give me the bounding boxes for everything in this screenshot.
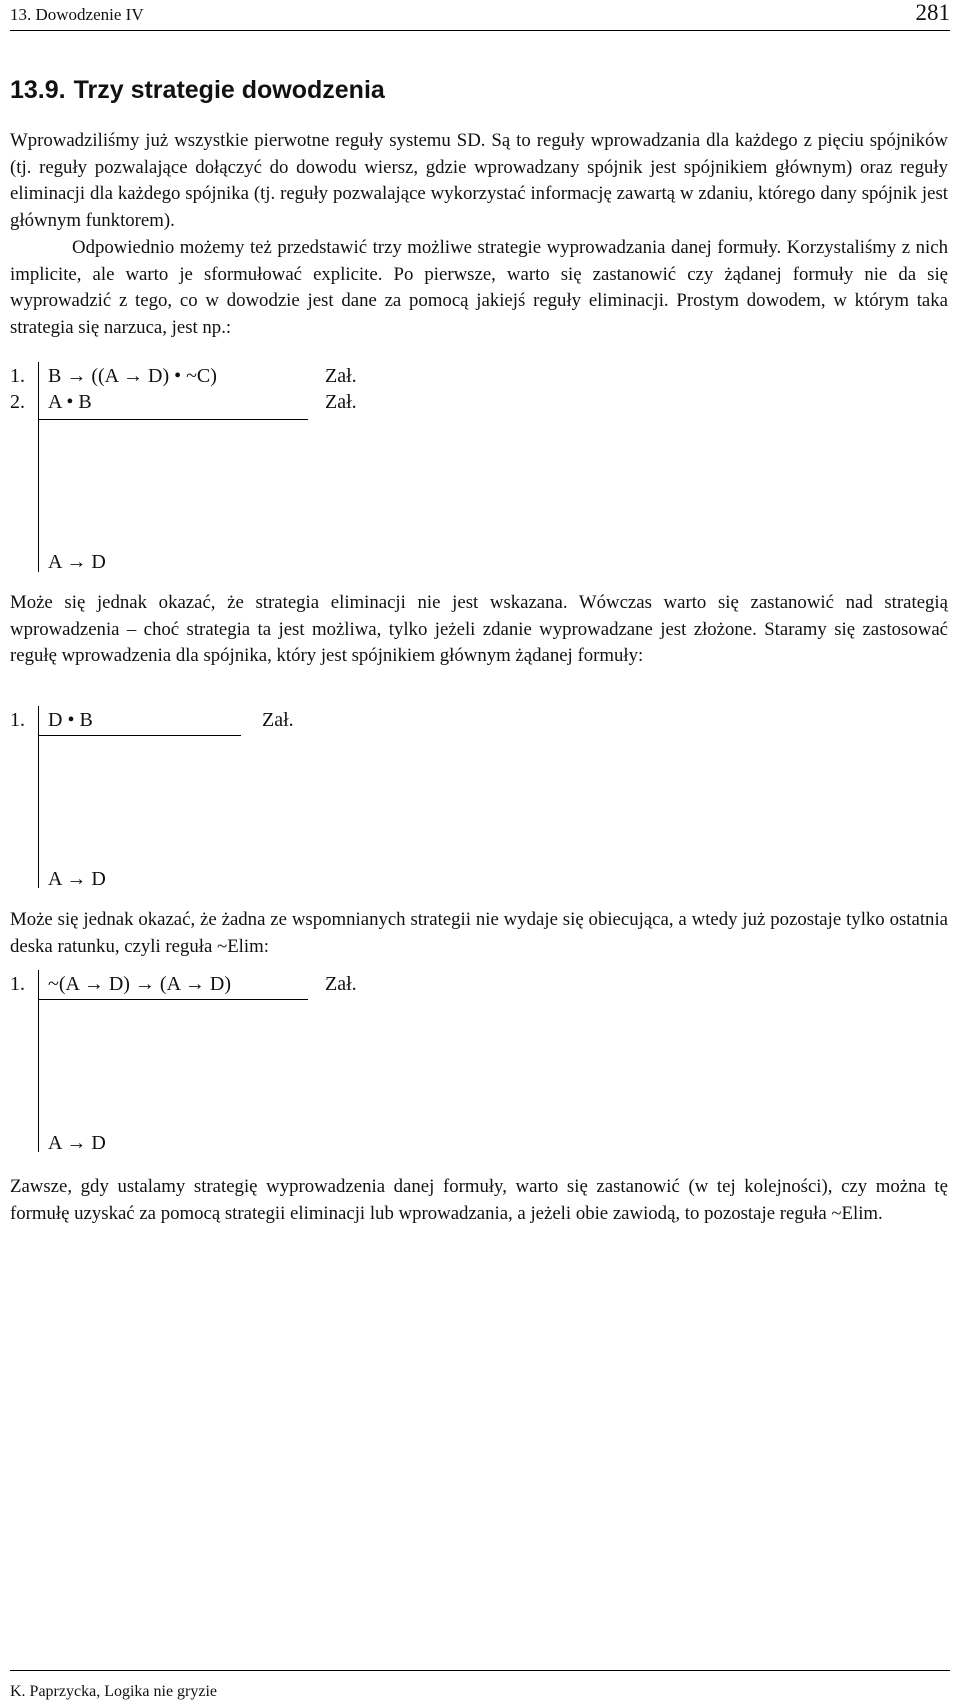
chapter-title: 13. Dowodzenie IV bbox=[10, 5, 144, 24]
paragraph-intro: Wprowadziliśmy już wszystkie pierwotne reguły systemu SD. Są to reguły wprowadzania dla każdego z pięciu spójników (tj. reguły pozwalające dołączyć do dowodu wiersz, gdzie wprowadzany spójnik jest spójnikiem głównym) oraz reguły eliminacji dla każdego spójnika (tj. reguły pozwalające wykorzystać informację zawartą w zdaniu, którego dany spójnik jest głównym funktorem). bbox=[10, 130, 948, 231]
page-number: 281 bbox=[915, 0, 950, 25]
proof-2-scope-line bbox=[38, 706, 39, 888]
paragraph-elim-strategy: Może się jednak okazać, że żadna ze wspomnianych strategii nie wydaje się obiecująca, a wtedy już pozostaje tylko ostatnia deska ratunku, czyli reguła ~Elim: bbox=[10, 909, 948, 957]
proof-3-line-1-formula: ~(A → D) → (A → D) bbox=[48, 973, 232, 995]
paragraph-summary: Zawsze, gdy ustalamy strategię wyprowadzenia danej formuły, warto się zastanowić (w tej kolejności), czy można tę formułę uzyskać za pomocą strategii eliminacji lub wprowadzania, a jeżeli obie zawiodą, to pozostaje reguła ~Elim. bbox=[10, 1176, 948, 1224]
proof-2-line-1-number: 1. bbox=[10, 709, 25, 731]
proof-3-scope-line bbox=[38, 970, 39, 1152]
proof-1-line-2-number: 2. bbox=[10, 391, 25, 413]
proof-1-line-1-formula: B → ((A → D) • ~C) bbox=[48, 365, 217, 387]
section-title-text: Trzy strategie dowodzenia bbox=[73, 76, 385, 104]
proof-2-line-1-justification: Zał. bbox=[262, 709, 294, 731]
page-footer bbox=[10, 1670, 950, 1701]
footer-text: K. Paprzycka, Logika nie gryzie bbox=[10, 1683, 218, 1700]
proof-2-line-1-formula: D • B bbox=[48, 709, 93, 731]
proof-3-assumption-bar bbox=[38, 999, 308, 1000]
proof-1-goal: A → D bbox=[48, 551, 106, 573]
running-header bbox=[10, 0, 950, 31]
proof-3-goal: A → D bbox=[48, 1132, 106, 1154]
proof-1-line-1-justification: Zał. bbox=[325, 365, 357, 387]
proof-3-line-1-number: 1. bbox=[10, 973, 25, 995]
section-heading bbox=[10, 76, 393, 105]
proof-1-scope-line bbox=[38, 362, 39, 572]
section-number: 13.9. bbox=[10, 76, 66, 104]
paragraph-introduction-strategy: Może się jednak okazać, że strategia eliminacji nie jest wskazana. Wówczas warto się zastanowić nad strategią wprowadzenia – choć strategia ta jest możliwa, tylko jeżeli zdanie wyprowadzane jest złożone. Staramy się zastosować regułę wprowadzenia dla spójnika, który jest spójnikiem głównym żądanej formuły: bbox=[10, 592, 948, 666]
proof-1-assumption-bar bbox=[38, 419, 308, 420]
paragraph-strategies: Odpowiednio możemy też przedstawić trzy możliwe strategie wyprowadzania danej formuły. Korzystaliśmy z nich implicite, ale warto je sformułować explicite. Po pierwsze, warto się zastanowić czy żądanej formuły nie da się wyprowadzić z tego, co w dowodzie jest dane za pomocą jakiejś reguły eliminacji. Prostym dowodem, w którym taka strategia się narzuca, jest np.: bbox=[10, 237, 948, 338]
proof-3-line-1-justification: Zał. bbox=[325, 973, 357, 995]
proof-2-assumption-bar bbox=[38, 735, 241, 736]
proof-1-line-2-justification: Zał. bbox=[325, 391, 357, 413]
proof-2-goal: A → D bbox=[48, 868, 106, 890]
proof-1-line-1-number: 1. bbox=[10, 365, 25, 387]
proof-1-line-2-formula: A • B bbox=[48, 391, 92, 413]
